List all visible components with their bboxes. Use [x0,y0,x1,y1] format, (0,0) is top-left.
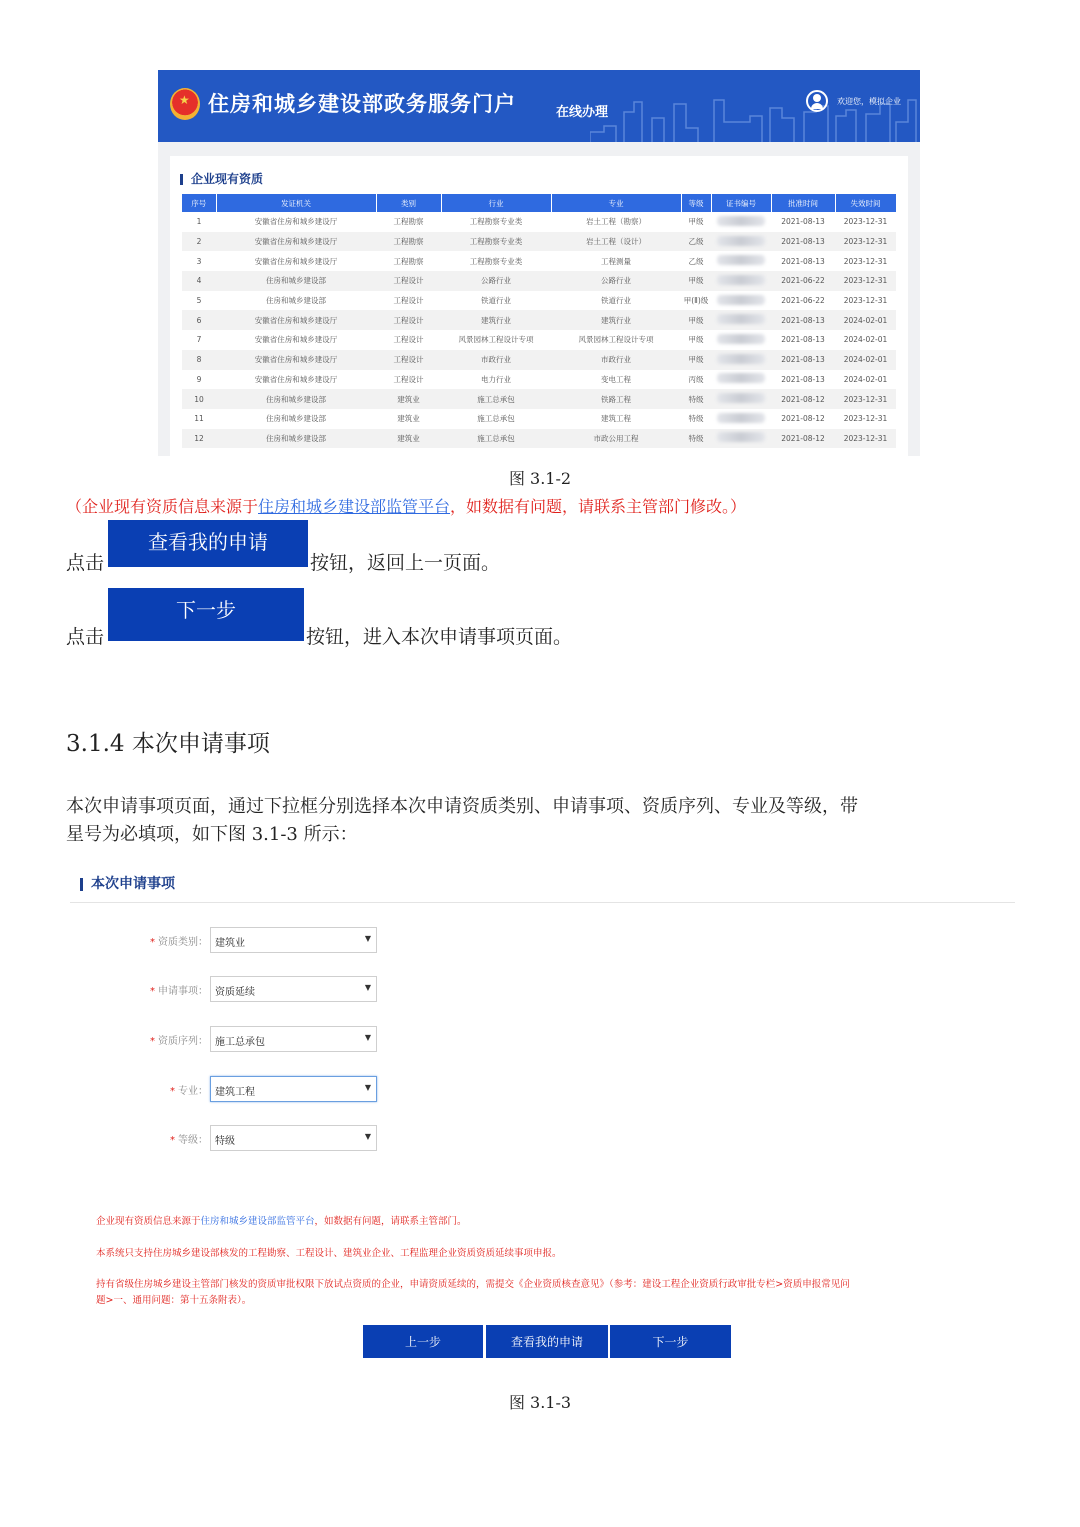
table-row [182,389,896,409]
form-title: 本次申请事项 [80,878,175,891]
cell-grade: 甲级 [681,271,711,291]
dropdown-arrow-icon: ▼ [364,934,371,943]
selected-value: 资质延续 [215,987,255,998]
cell-category: 工程设计 [376,350,441,370]
cell-expires: 2023-12-31 [843,296,888,306]
field-qualification-sequence [70,1026,390,1052]
body-line-2: 星号为必填项，如下图 3.1-3 所示： [66,824,358,845]
cell-authority: 住房和城乡建设部 [216,429,376,449]
note-prefix: （企业现有资质信息来源于 [66,497,259,516]
cell-cert [711,291,771,311]
cell-authority: 安徽省住房和城乡建设厅 [216,232,376,252]
cell-approved: 2021-08-13 [781,256,825,266]
cell-category: 工程勘察 [376,232,441,252]
cell-approved: 2021-08-13 [781,374,825,384]
my-applications-button[interactable]: 查看我的申请 [486,1325,608,1358]
portal-title: 住房和城乡建设部政务服务门户 [208,92,516,116]
cell-grade: 特级 [681,429,711,449]
dropdown-arrow-icon: ▼ [364,1083,371,1092]
cell-cert [711,310,771,330]
prev-step-button[interactable]: 上一步 [363,1325,483,1358]
cell-no: 3 [196,256,202,266]
cell-specialty: 岩土工程（设计） [551,232,681,252]
field-label [170,1131,208,1146]
figure-caption-3-1-2: 图 3.1-2 [508,469,572,488]
selected-value: 特级 [215,1136,235,1147]
table-row [182,271,896,291]
cell-industry: 公路行业 [441,271,551,291]
cell-cert [711,330,771,350]
cell-specialty: 风景园林工程设计专项 [578,335,654,345]
my-applications-button-image[interactable]: 查看我的申请 [108,520,308,567]
next-step-button-image[interactable]: 下一步 [108,588,304,641]
cell-category: 工程勘察 [393,217,424,227]
cell-cert [711,251,771,271]
cell-industry: 施工总承包 [441,389,551,409]
cell-approved: 2021-08-13 [771,310,835,330]
cell-no: 10 [182,389,216,409]
supervision-platform-link[interactable]: 住房和城乡建设部监管平台 [258,497,451,516]
portal-subtitle: 在线办理 [556,105,609,120]
redacted-cert-number [717,334,765,344]
redacted-cert-number [717,236,765,246]
cell-expires: 2023-12-31 [835,389,896,409]
required-star-icon: * [150,986,155,997]
cell-specialty: 岩土工程（勘察） [586,217,646,227]
note-suffix: ，如数据有问题，请联系主管部门修改。） [450,497,747,516]
cell-approved: 2021-06-22 [781,296,825,306]
table-row [182,350,896,370]
grade-select[interactable] [210,1125,377,1151]
cell-authority: 安徽省住房和城乡建设厅 [254,335,338,345]
figure-caption-3-1-3: 图 3.1-3 [508,1393,572,1412]
cell-specialty: 铁路工程 [551,389,681,409]
cell-specialty: 变电工程 [601,374,631,384]
field-grade [70,1125,390,1151]
redacted-cert-number [717,255,765,265]
form-note-pilot [96,1277,850,1309]
field-label [170,1082,208,1097]
cell-expires: 2023-12-31 [843,256,888,266]
title-divider [70,902,1015,903]
cell-industry: 电力行业 [481,374,511,384]
cell-approved: 2021-08-13 [771,232,835,252]
qualifications-table [182,194,897,448]
cell-grade: 乙级 [681,232,711,252]
figure-application-form [70,868,1015,1368]
col-header-industry: 行业 [441,194,551,212]
cell-category: 工程设计 [393,335,424,345]
qualification-sequence-select[interactable] [210,1026,377,1052]
cell-specialty: 市政公用工程 [551,429,681,449]
welcome-user-link[interactable]: 欢迎您，模拟企业 [837,97,901,106]
redacted-cert-number [717,413,765,423]
table-row [182,212,896,232]
col-header-grade: 等级 [681,194,711,212]
table-row [182,251,896,271]
col-header-approved: 批准时间 [771,194,835,212]
redacted-cert-number [717,275,765,285]
section-body [66,793,1026,849]
redacted-cert-number [717,354,765,364]
cell-authority: 安徽省住房和城乡建设厅 [254,374,338,384]
cell-cert [711,232,771,252]
redacted-cert-number [717,373,765,383]
cell-expires: 2024-02-01 [835,350,896,370]
cell-expires: 2024-02-01 [835,310,896,330]
field-specialty [70,1076,390,1102]
field-label [150,1032,208,1047]
cell-specialty: 市政行业 [551,350,681,370]
cell-category: 建筑业 [376,429,441,449]
cell-category: 工程勘察 [393,256,424,266]
redacted-cert-number [717,393,765,403]
cell-industry: 工程勘察专业类 [469,256,523,266]
dropdown-arrow-icon: ▼ [364,983,371,992]
table-row [182,370,896,390]
cell-approved: 2021-06-22 [771,271,835,291]
cell-expires: 2023-12-31 [835,429,896,449]
cell-category: 工程设计 [376,271,441,291]
col-header-specialty: 专业 [551,194,681,212]
cell-no: 1 [196,217,202,227]
qualifications-panel [170,156,908,456]
panel-title: 企业现有资质 [180,174,263,185]
cell-industry: 工程勘察专业类 [441,232,551,252]
cell-category: 工程设计 [376,310,441,330]
application-item-select[interactable] [210,976,377,1002]
cell-approved: 2021-08-13 [781,217,825,227]
cell-grade: 甲级 [688,335,704,345]
cell-category: 建筑业 [397,414,420,424]
field-label [150,933,208,948]
cell-grade: 乙级 [688,256,704,266]
note-line: 持有省级住房城乡建设主管部门核发的资质审批权限下放试点资质的企业，申请资质延续的，需提交《企业资质核查意见》（参考：建设工程企业资质行政审批专栏>资质申报常见问 [96,1279,850,1290]
note-text: 企业现有资质信息来源于 [96,1216,201,1227]
instruction-suffix-2: 按钮，进入本次申请事项页面。 [306,626,573,648]
cell-expires: 2023-12-31 [843,414,888,424]
required-star-icon: * [170,1135,175,1146]
cell-specialty: 公路行业 [551,271,681,291]
cell-grade: 甲级 [681,350,711,370]
cell-authority: 安徽省住房和城乡建设厅 [216,310,376,330]
cell-authority: 住房和城乡建设部 [266,414,326,424]
selected-value: 施工总承包 [215,1037,265,1048]
cell-expires: 2023-12-31 [835,271,896,291]
redacted-cert-number [717,295,765,305]
cell-no: 6 [182,310,216,330]
portal-header [158,70,920,142]
form-note-scope: 本系统只支持住房城乡建设部核发的工程勘察、工程设计、建筑业企业、工程监理企业资质资质延续事项申报。 [96,1248,562,1259]
cell-cert [711,350,771,370]
table-row [182,310,896,330]
table-row [182,291,896,311]
dropdown-arrow-icon: ▼ [364,1033,371,1042]
label-text: 资质序列： [158,1036,208,1047]
col-header-expires: 失效时间 [835,194,896,212]
required-star-icon: * [170,1086,175,1097]
specialty-select[interactable] [210,1076,377,1102]
cell-grade: 丙级 [688,374,704,384]
selected-value: 建筑业 [215,938,245,949]
required-star-icon: * [150,937,155,948]
cell-authority: 住房和城乡建设部 [266,296,326,306]
cell-grade: 特级 [681,389,711,409]
qualification-category-select[interactable] [210,927,377,953]
cell-industry: 风景园林工程设计专项 [458,335,534,345]
table-row [182,330,896,350]
supervision-platform-link[interactable]: 住房和城乡建设部监管平台 [200,1216,315,1227]
label-text: 等级： [178,1135,208,1146]
cell-no: 4 [182,271,216,291]
redacted-cert-number [717,432,765,442]
cell-category: 工程设计 [393,296,424,306]
label-text: 申请事项： [158,986,208,997]
cell-approved: 2021-08-13 [781,335,825,345]
instruction-suffix-1: 按钮，返回上一页面。 [310,552,501,574]
required-star-icon: * [150,1036,155,1047]
cell-approved: 2021-08-12 [781,414,825,424]
cell-category: 工程设计 [393,374,424,384]
cell-category: 建筑业 [376,389,441,409]
cell-approved: 2021-08-13 [771,350,835,370]
cell-industry: 市政行业 [441,350,551,370]
cell-expires: 2023-12-31 [835,232,896,252]
cell-no: 12 [182,429,216,449]
cell-cert [711,409,771,429]
col-header-no: 序号 [182,194,216,212]
form-note-data-source [96,1213,467,1227]
field-label [150,982,208,997]
data-source-note [66,494,746,517]
table-row [182,409,896,429]
cell-grade: 甲(Ⅱ)级 [683,296,709,306]
cell-cert [711,389,771,409]
cell-cert [711,370,771,390]
label-text: 专业： [178,1086,208,1097]
cell-specialty: 建筑工程 [601,414,631,424]
label-text: 资质类别： [158,937,208,948]
cell-no: 9 [196,374,202,384]
col-header-cert: 证书编号 [711,194,771,212]
cell-authority: 安徽省住房和城乡建设厅 [254,256,338,266]
cell-grade: 特级 [688,414,704,424]
cell-expires: 2024-02-01 [843,374,888,384]
field-application-item [70,976,390,1002]
cell-no: 11 [194,414,204,424]
cell-specialty: 工程测量 [601,256,631,266]
cell-authority: 住房和城乡建设部 [216,271,376,291]
cell-specialty: 铁道行业 [601,296,631,306]
cell-approved: 2021-08-12 [771,389,835,409]
table-header-row [182,194,896,212]
cell-grade: 甲级 [681,310,711,330]
cell-cert [711,429,771,449]
instruction-prefix-2: 点击 [66,626,105,648]
section-heading: 3.1.4 本次申请事项 [66,731,270,757]
note-text: ，如数据有问题，请联系主管部门。 [314,1216,467,1227]
skyline-decoration-icon [590,82,920,142]
cell-expires: 2023-12-31 [843,217,888,227]
cell-cert [711,271,771,291]
cell-no: 7 [196,335,202,345]
cell-no: 5 [196,296,202,306]
next-step-button[interactable]: 下一步 [610,1325,731,1358]
table-row [182,429,896,449]
redacted-cert-number [717,314,765,324]
cell-industry: 建筑行业 [441,310,551,330]
cell-industry: 施工总承包 [477,414,515,424]
redacted-cert-number [717,216,765,226]
cell-expires: 2024-02-01 [843,335,888,345]
cell-approved: 2021-08-12 [771,429,835,449]
user-avatar-icon[interactable] [806,90,828,112]
field-qualification-category [70,927,390,953]
selected-value: 建筑工程 [215,1087,255,1098]
table-row [182,232,896,252]
figure-existing-qualifications [158,70,920,456]
cell-industry: 铁道行业 [481,296,511,306]
body-line-1: 本次申请事项页面，通过下拉框分别选择本次申请资质类别、申请事项、资质序列、专业及等级，带 [66,796,858,817]
dropdown-arrow-icon: ▼ [364,1132,371,1141]
cell-authority: 住房和城乡建设部 [216,389,376,409]
cell-cert [711,212,771,232]
note-line: 题>一、通用问题：第十五条附表）。 [96,1295,252,1306]
national-emblem-icon [170,88,200,120]
cell-grade: 甲级 [688,217,704,227]
cell-industry: 施工总承包 [441,429,551,449]
col-header-category: 类别 [376,194,441,212]
cell-authority: 安徽省住房和城乡建设厅 [254,217,338,227]
cell-authority: 安徽省住房和城乡建设厅 [216,350,376,370]
cell-no: 8 [182,350,216,370]
col-header-authority: 发证机关 [216,194,376,212]
cell-specialty: 建筑行业 [551,310,681,330]
cell-industry: 工程勘察专业类 [469,217,523,227]
instruction-prefix-1: 点击 [66,552,105,574]
cell-no: 2 [182,232,216,252]
